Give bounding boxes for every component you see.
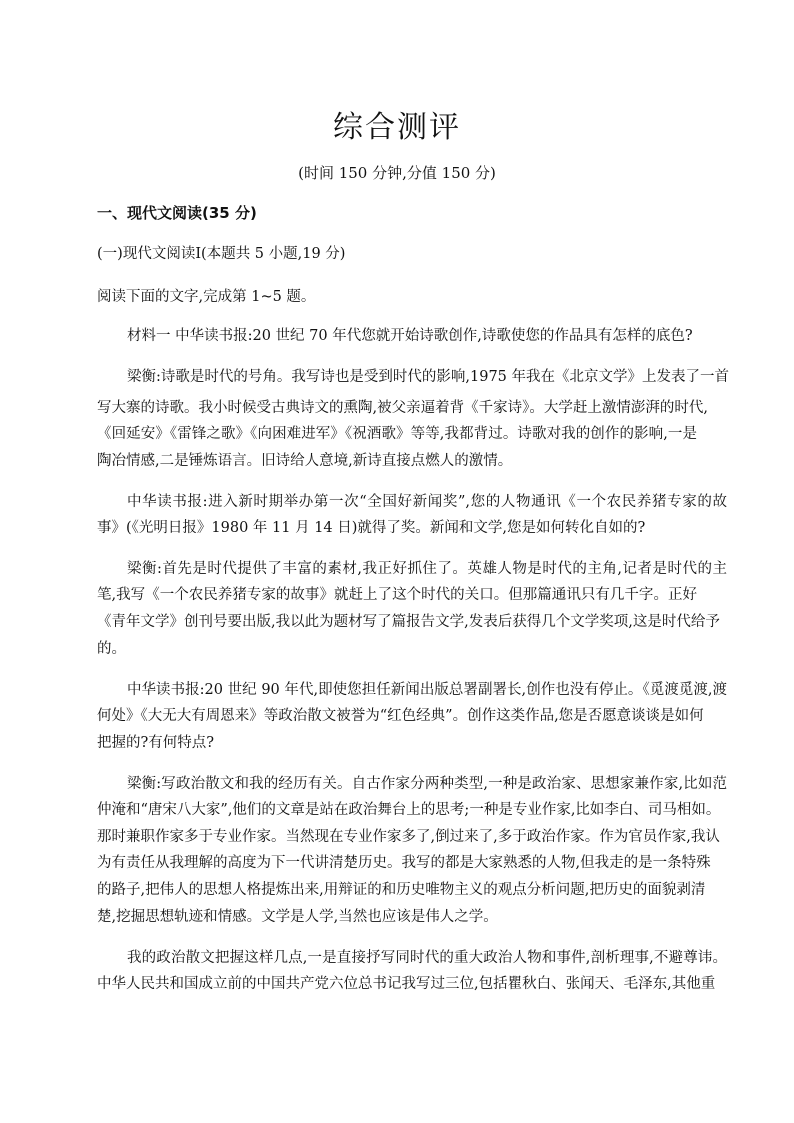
paragraph-line: 把握的?有何特点? — [97, 735, 215, 751]
paragraph-line: 笔,我写《一个农民养猪专家的故事》就赶上了这个时代的关口。但那篇通讯只有几千字。正好 — [97, 587, 697, 603]
paragraph-line: 写大寨的诗歌。我小时候受古典诗文的熏陶,被父亲逼着背《千家诗》。大学赶上激情澎湃的时代, — [97, 400, 708, 416]
page-title: 综合测评 — [333, 110, 461, 145]
paragraph-line: 我的政治散文把握这样几点,一是直接抒写同时代的重大政治人物和事件,剖析理事,不避尊讳。 — [127, 950, 727, 966]
section-heading: 一、现代文阅读(35 分) — [97, 204, 257, 222]
paragraph-line: 中华读书报:进入新时期举办第一次“全国好新闻奖”,您的人物通讯《一个农民养猪专家的故 — [127, 494, 727, 510]
paragraph-line: 何处》《大无大有周恩来》等政治散文被誉为“红色经典”。创作这类作品,您是否愿意谈谈是如何 — [97, 708, 704, 724]
paragraph-line: 那时兼职作家多于专业作家。当然现在专业作家多了,倒过来了,多于政治作家。作为官员作家,我认 — [97, 829, 720, 845]
subsection-heading: (一)现代文阅读Ⅰ(本题共 5 小题,19 分) — [97, 246, 346, 262]
exam-info: (时间 150 分钟,分值 150 分) — [298, 164, 496, 182]
paragraph-line: 为有责任从我理解的高度为下一代讲清楚历史。我写的都是大家熟悉的人物,但我走的是一条特殊 — [97, 855, 711, 871]
reading-instruction: 阅读下面的文字,完成第 1~5 题。 — [97, 289, 316, 305]
paragraph-line: 中华读书报:20 世纪 90 年代,即使您担任新闻出版总署副署长,创作也没有停止。《觅渡觅渡,渡 — [127, 682, 727, 698]
paragraph-line: 材料一 中华读书报:20 世纪 70 年代您就开始诗歌创作,诗歌使您的作品具有怎样的底色? — [127, 328, 693, 344]
paragraph-line: 事》(《光明日报》1980 年 11 月 14 日)就得了奖。新闻和文学,您是如何转化自如的? — [97, 520, 646, 536]
paragraph-line: 《青年文学》创刊号要出版,我以此为题材写了篇报告文学,发表后获得几个文学奖项,这是时代给予 — [97, 614, 720, 630]
paragraph-line: 的。 — [97, 641, 126, 657]
paragraph-line: 楚,挖掘思想轨迹和情感。文学是人学,当然也应该是伟人之学。 — [97, 909, 498, 925]
paragraph-line: 中华人民共和国成立前的中国共产党六位总书记我写过三位,包括瞿秋白、张闻天、毛泽东,其他重 — [97, 976, 716, 992]
paragraph-line: 《回延安》《雷锋之歌》《向困难进军》《祝酒歌》等等,我都背过。诗歌对我的创作的影响,一是 — [97, 426, 697, 442]
paragraph-line: 仲淹和“唐宋八大家”,他们的文章是站在政治舞台上的思考;一种是专业作家,比如李白、司马相如。 — [97, 802, 721, 818]
paragraph-line: 梁衡:首先是时代提供了丰富的素材,我正好抓住了。英雄人物是时代的主角,记者是时代的主 — [127, 561, 727, 577]
paragraph-line: 梁衡:诗歌是时代的号角。我写诗也是受到时代的影响,1975 年我在《北京文学》上发表了一首 — [127, 369, 730, 385]
paragraph-line: 陶冶情感,二是锤炼语言。旧诗给人意境,新诗直接点燃人的激情。 — [97, 453, 513, 469]
paragraph-line: 的路子,把伟人的思想人格提炼出来,用辩证的和历史唯物主义的观点分析问题,把历史的面貌剥清 — [97, 882, 706, 898]
paragraph-line: 梁衡:写政治散文和我的经历有关。自古作家分两种类型,一种是政治家、思想家兼作家,比如范 — [127, 776, 727, 792]
